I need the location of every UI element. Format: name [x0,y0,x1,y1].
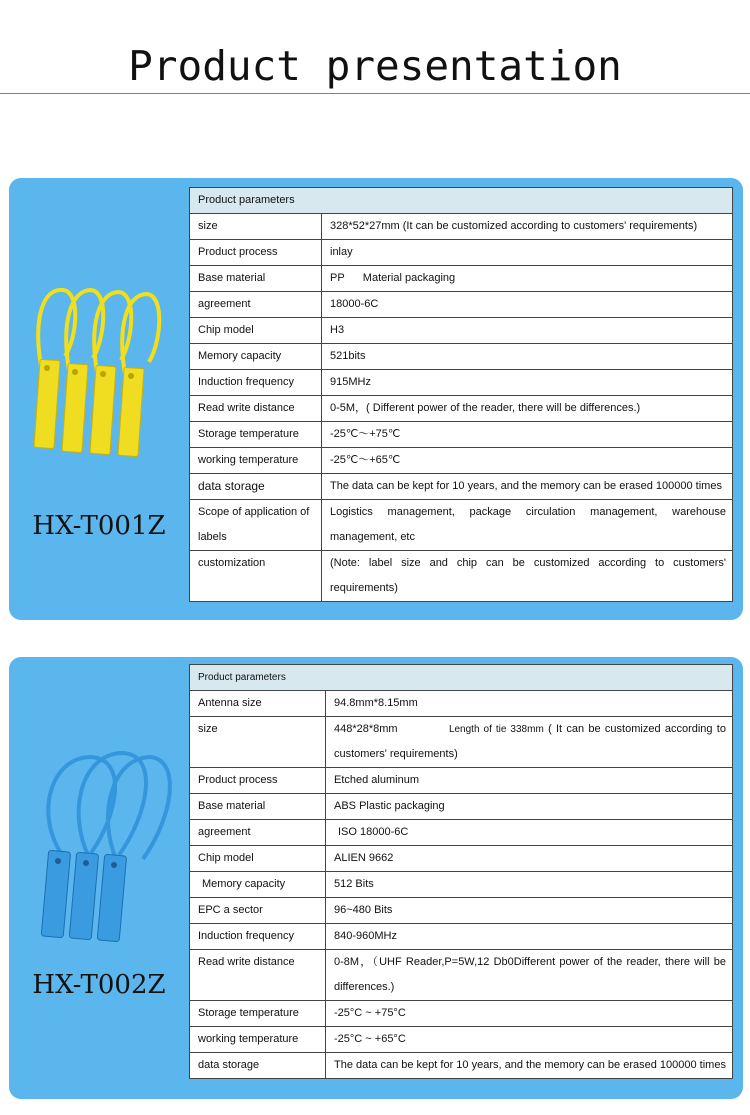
param-value: 94.8mm*8.15mm [326,691,733,717]
table-row [190,846,733,872]
table-row [190,292,733,318]
param-value: The data can be kept for 10 years, and the memory can be erased 100000 times [322,474,733,500]
param-value: H3 [322,318,733,344]
table-row [190,240,733,266]
param-name: Memory capacity [190,344,322,370]
table-row [190,344,733,370]
table-header-row [190,188,733,214]
param-name: customization [190,551,322,602]
table-row [190,422,733,448]
param-name: agreement [190,820,326,846]
size-note: ( It can be customized according to customers' requirements) [334,723,726,760]
param-value: Logistics management, package circulation management, warehouse management, etc [322,500,733,551]
param-name: Base material [190,266,322,292]
param-name: size [190,717,326,768]
param-name: Antenna size [190,691,326,717]
table-row [190,448,733,474]
table-row [190,474,733,500]
param-name: Storage temperature [190,422,322,448]
param-value: 0-8M，（UHF Reader,P=5W,12 Db0Different power of the reader, there will be differences.) [326,950,733,1001]
param-name: agreement [190,292,322,318]
table-row [190,1001,733,1027]
param-name: Chip model [190,846,326,872]
table-row [190,500,733,551]
table-row [190,691,733,717]
product-model-1: HX-T001Z [32,511,166,541]
param-name: Product process [190,768,326,794]
param-value: Etched aluminum [326,768,733,794]
size-dimensions: 448*28*8mm [334,723,398,735]
param-name: Induction frequency [190,370,322,396]
param-name: EPC a sector [190,898,326,924]
param-name: size [190,214,322,240]
param-name: data storage [190,474,322,500]
param-value: -25℃～+75℃ [322,422,733,448]
param-name: Read write distance [190,396,322,422]
table-header-row [190,665,733,691]
table-row [190,820,733,846]
table-row [190,950,733,1001]
param-value [326,717,733,768]
param-value: -25°C ~ +75°C [326,1001,733,1027]
param-value: ABS Plastic packaging [326,794,733,820]
param-value: 96~480 Bits [326,898,733,924]
param-value: 0-5M，( Different power of the reader, there will be differences.) [322,396,733,422]
table-row [190,266,733,292]
param-value: 915MHz [322,370,733,396]
param-value: -25℃～+65℃ [322,448,733,474]
param-value: ISO 18000-6C [326,820,733,846]
table-row [190,872,733,898]
table-header: Product parameters [190,188,733,214]
table-row [190,1053,733,1079]
page-title: Product presentation [128,42,622,90]
param-name: Storage temperature [190,1001,326,1027]
param-value: The data can be kept for 10 years, and the memory can be erased 100000 times [326,1053,733,1079]
param-value: 328*52*27mm (It can be customized according to customers' requirements) [322,214,733,240]
param-name: Induction frequency [190,924,326,950]
param-value: (Note: label size and chip can be customized according to customers' requirements) [322,551,733,602]
blue-cable-tie-tags-image [31,743,181,943]
table-row [190,924,733,950]
spec-table-1 [189,187,733,602]
table-row [190,214,733,240]
param-value: 512 Bits [326,872,733,898]
param-value: 840-960MHz [326,924,733,950]
table-row [190,318,733,344]
param-name: Base material [190,794,326,820]
table-header: Product parameters [190,665,733,691]
title-divider [0,93,750,94]
table-row [190,396,733,422]
param-name: Scope of application of labels [190,500,322,551]
param-name: working temperature [190,448,322,474]
yellow-cable-tie-tags-image [31,278,181,468]
param-value: PP Material packaging [322,266,733,292]
param-name: Chip model [190,318,322,344]
param-value: 521bits [322,344,733,370]
param-name: data storage [190,1053,326,1079]
param-value: -25°C ~ +65°C [326,1027,733,1053]
table-row [190,370,733,396]
table-row [190,717,733,768]
table-row [190,551,733,602]
param-value: 18000-6C [322,292,733,318]
table-row [190,1027,733,1053]
param-name: working temperature [190,1027,326,1053]
param-name: Memory capacity [190,872,326,898]
tie-length: Length of tie 338mm [448,724,544,735]
table-row [190,794,733,820]
table-row [190,768,733,794]
product-model-2: HX-T002Z [32,970,166,1000]
param-name: Product process [190,240,322,266]
param-value: ALIEN 9662 [326,846,733,872]
param-name: Read write distance [190,950,326,1001]
spec-table-2 [189,664,733,1079]
table-row [190,898,733,924]
param-value: inlay [322,240,733,266]
